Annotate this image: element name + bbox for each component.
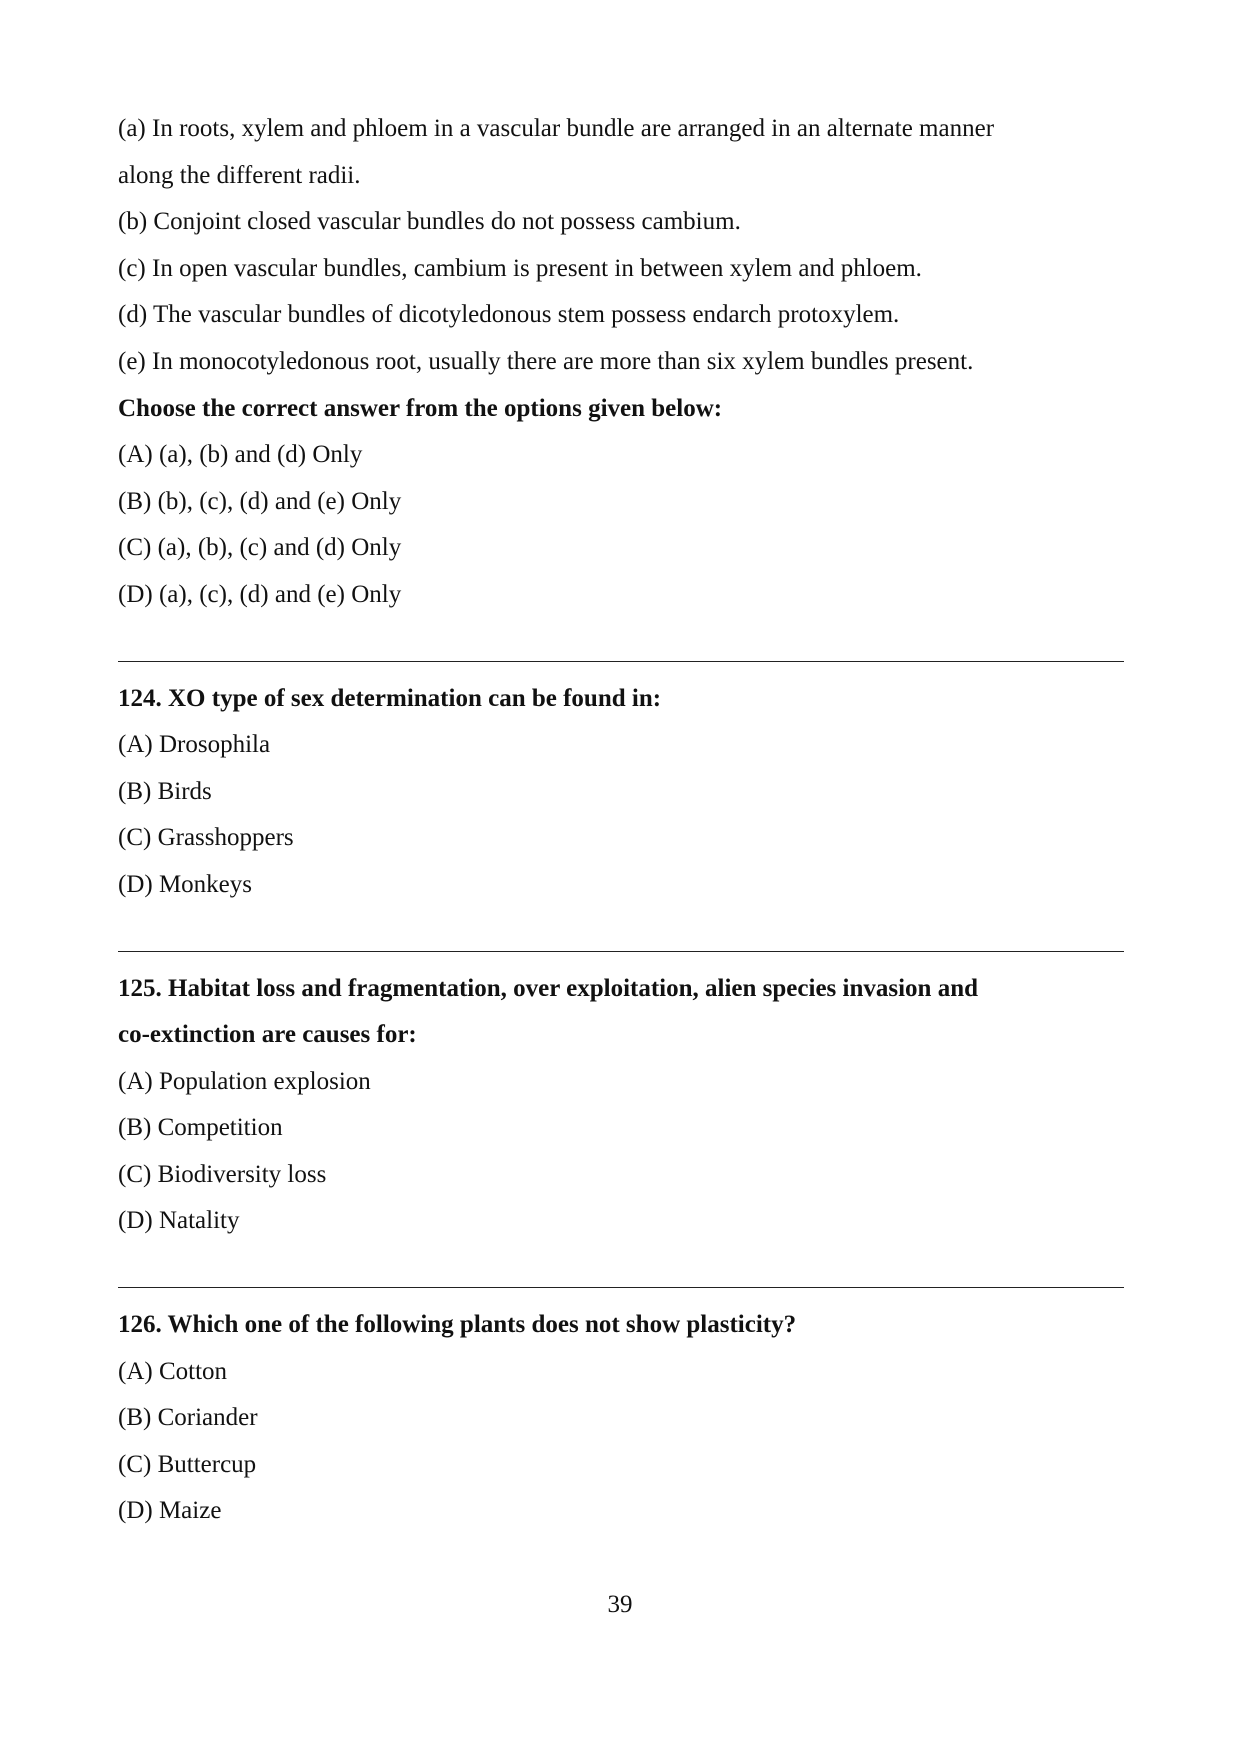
question-124 [118, 676, 1124, 909]
statement-b: (b) Conjoint closed vascular bundles do not possess cambium. [118, 208, 741, 236]
option-b: (B) (b), (c), (d) and (e) Only [118, 487, 402, 515]
statement-a-line2: along the different radii. [118, 161, 361, 189]
page-number: 39 [607, 1591, 633, 1618]
option-c: (C) Grasshoppers [118, 824, 294, 852]
option-b: (B) Competition [118, 1114, 283, 1142]
option-d: (D) Maize [118, 1497, 222, 1525]
option-a: (A) Population explosion [118, 1067, 371, 1095]
statement-d: (d) The vascular bundles of dicotyledonous stem possess endarch protoxylem. [118, 301, 900, 329]
option-d: (D) Natality [118, 1207, 240, 1235]
question-125-text-line1: 125. Habitat loss and fragmentation, over exploitation, alien species invasion and [118, 974, 979, 1002]
option-a: (A) Cotton [118, 1357, 228, 1385]
statement-c: (c) In open vascular bundles, cambium is present in between xylem and phloem. [118, 254, 922, 282]
statement-e: (e) In monocotyledonous root, usually there are more than six xylem bundles present. [118, 347, 974, 375]
question-125 [118, 966, 1124, 1246]
question-126-text: 126. Which one of the following plants does not show plasticity? [118, 1311, 797, 1339]
question-125-text-line2: co-extinction are causes for: [118, 1021, 417, 1049]
option-a: (A) (a), (b) and (d) Only [118, 441, 363, 469]
question-126 [118, 1302, 1124, 1535]
option-c: (C) (a), (b), (c) and (d) Only [118, 534, 402, 562]
option-b: (B) Coriander [118, 1404, 258, 1432]
option-a: (A) Drosophila [118, 731, 271, 759]
option-c: (C) Buttercup [118, 1450, 257, 1478]
question-page [118, 106, 1124, 1535]
option-c: (C) Biodiversity loss [118, 1160, 327, 1188]
question-123-continuation [118, 106, 1124, 619]
question-124-text: 124. XO type of sex determination can be found in: [118, 684, 662, 712]
option-b: (B) Birds [118, 777, 212, 805]
statement-a-line1: (a) In roots, xylem and phloem in a vascular bundle are arranged in an alternate manner [118, 115, 995, 142]
answer-instruction: Choose the correct answer from the options given below: [118, 394, 723, 422]
option-d: (D) (a), (c), (d) and (e) Only [118, 580, 402, 608]
option-d: (D) Monkeys [118, 870, 253, 898]
